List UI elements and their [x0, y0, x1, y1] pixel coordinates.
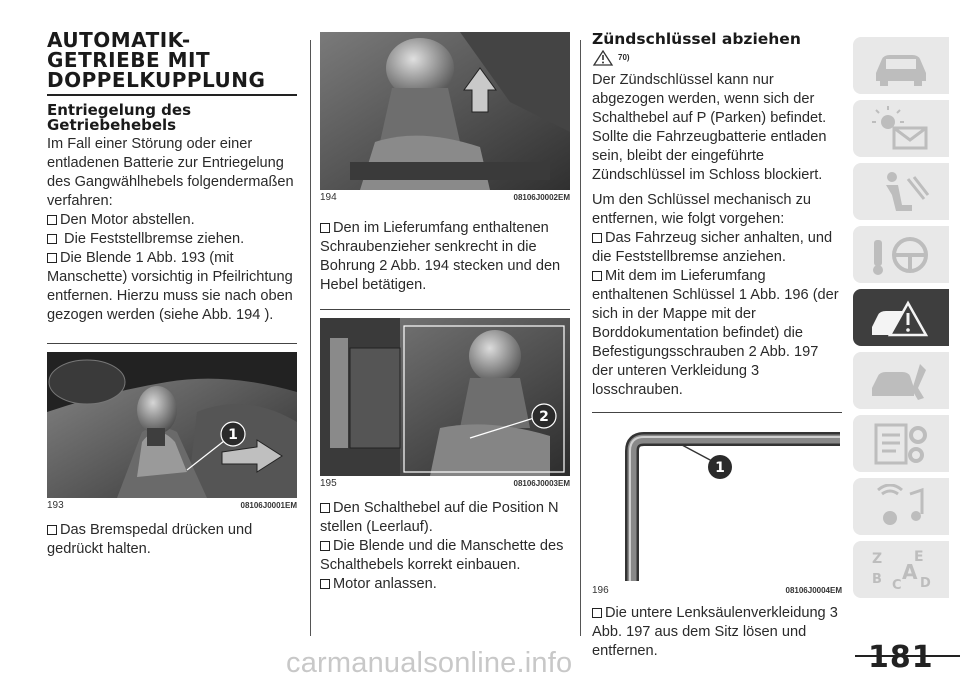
title-line-2: GETRIEBE MIT [47, 48, 211, 72]
section-title-zuendschluessel: Zündschlüssel abziehen [592, 30, 801, 48]
tab-safety[interactable] [853, 163, 949, 220]
column-2 [320, 0, 570, 594]
subhead-line-2: Getriebehebels [47, 116, 177, 134]
step-text: Mit dem im Lieferumfang enthaltenen Schlüssel 1 Abb. 196 (der sich in der Mappe mit der Borddokumentation befindet) die Befestigungsschrauben 2 Abb. 197 der unteren Verkleidung 3 losschrauben. [592, 268, 839, 398]
figure-rule [47, 343, 297, 344]
svg-text:D: D [920, 575, 931, 591]
figure-code: 08106J0002EM [513, 193, 570, 202]
step-text: Die Feststellbremse ziehen. [60, 231, 245, 247]
chapter-tabs [853, 37, 953, 604]
warning-lights-icon [868, 106, 934, 152]
figure-number: 195 [320, 478, 337, 489]
callout-label: 1 [228, 427, 238, 443]
checkbox-bullet-icon [320, 541, 330, 551]
step-item [320, 219, 570, 295]
figure-195 [320, 309, 570, 491]
figure-caption [320, 190, 570, 205]
tab-index[interactable] [853, 541, 949, 598]
step-item [592, 604, 842, 661]
intro-paragraph: Im Fall einer Störung oder einer entladenen Batterie zur Entriegelung des Gangwählhebels folgendermaßen verfahren: [47, 136, 294, 209]
callout-label: 1 [715, 460, 725, 476]
column-divider [580, 40, 581, 636]
figure-rule [320, 309, 570, 310]
svg-text:B: B [872, 571, 882, 587]
figure-number: 193 [47, 500, 64, 511]
car-wrench-icon [868, 358, 934, 404]
svg-text:A: A [902, 559, 918, 584]
svg-text:E: E [914, 548, 924, 565]
paragraph: Der Zündschlüssel kann nur abgezogen werden, wenn sich der Schalthebel auf P (Parken) befindet. Sollte die Fahrzeugbatterie entladen sein, bleibt der eingeführte Zündschlüssel im Schloss blockiert. [592, 72, 827, 183]
seat-airbag-icon [868, 169, 934, 215]
step-item [320, 499, 570, 537]
step-item [592, 267, 842, 400]
step-text: Die Blende 1 Abb. 193 (mit Manschette) vorsichtig in Pfeilrichtung entfernen. Hierzu muss sie nach oben gezogen werden (siehe Abb. 194 ). [47, 250, 293, 323]
step-item [320, 575, 570, 594]
tab-multimedia[interactable] [853, 478, 949, 535]
checkbox-bullet-icon [592, 608, 602, 618]
tab-starting[interactable] [853, 226, 949, 283]
figure-number: 196 [592, 585, 609, 596]
tab-maintenance[interactable] [853, 352, 949, 409]
warning-reference [592, 48, 842, 67]
figure-caption [320, 476, 570, 491]
warning-triangle-icon [592, 50, 614, 66]
step-text: Den im Lieferumfang enthaltenen Schraubenzieher senkrecht in die Bohrung 2 Abb. 194 stecken und den Hebel betätigen. [320, 220, 561, 293]
subsection-title [47, 103, 297, 133]
page-number: 181 [868, 640, 934, 675]
subhead-line-1: Entriegelung des [47, 101, 192, 119]
figure-image [592, 421, 842, 583]
step-item [320, 537, 570, 575]
checkbox-bullet-icon [47, 253, 57, 263]
checkbox-bullet-icon [320, 223, 330, 233]
step-item [47, 230, 297, 249]
figure-rule [592, 412, 842, 413]
section-title [47, 30, 297, 90]
checkbox-bullet-icon [320, 503, 330, 513]
paragraph: Um den Schlüssel mechanisch zu entfernen, wie folgt vorgehen: [592, 192, 812, 227]
figure-image [320, 32, 570, 190]
step-text: Das Bremspedal drücken und gedrückt halten. [47, 522, 253, 557]
allen-key-illustration [592, 421, 842, 583]
checkbox-bullet-icon [592, 271, 602, 281]
column-3 [592, 30, 842, 661]
figure-caption [47, 498, 297, 513]
figure-code: 08106J0001EM [240, 501, 297, 510]
gear-shifter-lift-illustration [320, 32, 570, 190]
screwdriver-release-illustration [320, 318, 570, 476]
step-item [47, 211, 297, 230]
figure-194 [320, 32, 570, 205]
car-emergency-icon [868, 295, 934, 341]
figure-caption [592, 583, 842, 598]
step-item [47, 249, 297, 325]
step-text: Motor anlassen. [333, 576, 437, 592]
column-divider [310, 40, 311, 636]
title-line-1: AUTOMATIK- [47, 28, 191, 52]
tab-warning-lights[interactable] [853, 100, 949, 157]
gear-shifter-boot-illustration [47, 352, 297, 498]
figure-193 [47, 343, 297, 513]
technical-data-icon [868, 421, 934, 467]
tab-dashboard[interactable] [853, 37, 949, 94]
step-text: Die Blende und die Manschette des Schalthebels korrekt einbauen. [320, 538, 564, 573]
title-divider [47, 94, 297, 96]
figure-196 [592, 412, 842, 598]
alphabetical-index-icon [868, 547, 934, 593]
figure-image [320, 318, 570, 476]
title-line-3: DOPPELKUPPLUNG [47, 68, 266, 92]
figure-code: 08106J0003EM [513, 479, 570, 488]
checkbox-bullet-icon [47, 215, 57, 225]
step-text: Den Schalthebel auf die Position N stellen (Leerlauf). [320, 500, 559, 535]
multimedia-icon [868, 484, 934, 530]
tab-emergency[interactable] [853, 289, 949, 346]
figure-image [47, 352, 297, 498]
watermark: carmanualsonline.info [286, 647, 573, 679]
column-1 [47, 30, 297, 559]
step-text: Das Fahrzeug sicher anhalten, und die Feststellbremse anziehen. [592, 230, 833, 265]
checkbox-bullet-icon [47, 234, 57, 244]
car-dashboard-icon [868, 43, 934, 89]
warning-ref-text: 70) [618, 53, 630, 62]
step-item [592, 229, 842, 267]
step-item [47, 521, 297, 559]
step-text: Die untere Lenksäulenverkleidung 3 Abb. 197 aus dem Sitz lösen und entfernen. [592, 605, 838, 659]
checkbox-bullet-icon [47, 525, 57, 535]
svg-text:Z: Z [872, 550, 883, 567]
step-text: Den Motor abstellen. [60, 212, 195, 228]
steering-wheel-key-icon [868, 232, 934, 278]
checkbox-bullet-icon [592, 233, 602, 243]
callout-label: 2 [539, 409, 549, 425]
figure-number: 194 [320, 192, 337, 203]
tab-technical-data[interactable] [853, 415, 949, 472]
checkbox-bullet-icon [320, 579, 330, 589]
svg-text:C: C [892, 577, 902, 593]
figure-code: 08106J0004EM [785, 586, 842, 595]
